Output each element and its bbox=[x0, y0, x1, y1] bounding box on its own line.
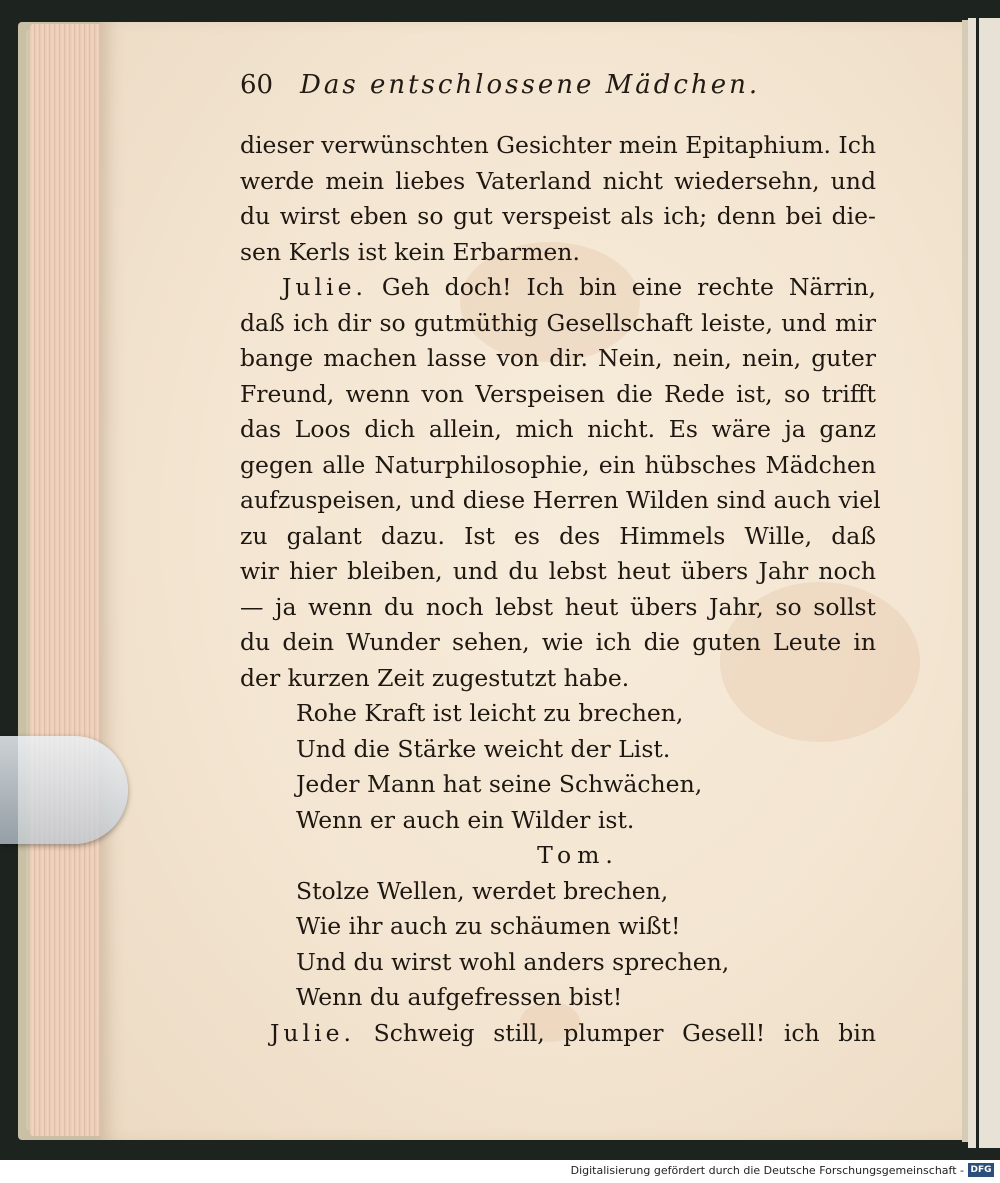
text-line: dieser verwünschten Gesichter mein Epitaphium. Ich bbox=[240, 131, 876, 159]
speaker-name: Julie. bbox=[282, 273, 367, 301]
verse-line: Jeder Mann hat seine Schwächen, bbox=[296, 770, 703, 798]
page-text bbox=[240, 128, 881, 1051]
verse-line: Und die Stärke weicht der List. bbox=[296, 734, 671, 763]
text-line: Freund, wenn von Verspeisen die Rede ist, so trifft bbox=[240, 379, 876, 408]
text-line: sen Kerls ist kein Erbarmen. bbox=[240, 237, 580, 266]
text-line: wir hier bleiben, und du lebst heut übers Jahr noch bbox=[240, 557, 876, 585]
text-line: du wirst eben so gut verspeist als ich; denn bei die- bbox=[240, 202, 876, 230]
text-line: zu galant dazu. Ist es des Himmels Wille, daß bbox=[240, 521, 876, 550]
speech-text: Schweig still, plumper Gesell! ich bin bbox=[373, 1018, 876, 1047]
verse-line: Rohe Kraft ist leicht zu brechen, bbox=[296, 699, 684, 727]
page-header bbox=[240, 70, 880, 110]
speaker-name: Tom. bbox=[537, 841, 619, 869]
text-line: du dein Wunder sehen, wie ich die guten Leute in bbox=[240, 628, 876, 656]
text-line: werde mein liebes Vaterland nicht wiedersehn, und bbox=[240, 166, 876, 195]
verse-line: Wie ihr auch zu schäumen wißt! bbox=[296, 912, 681, 940]
next-page-leaf bbox=[968, 18, 1000, 1148]
page-stack-edges bbox=[30, 24, 110, 1136]
text-line: das Loos dich allein, mich nicht. Es wäre ja ganz bbox=[240, 415, 876, 443]
speech-first-line bbox=[240, 1016, 876, 1052]
text-line: daß ich dir so gutmüthig Gesellschaft leiste, und mir bbox=[240, 308, 876, 337]
text-line: der kurzen Zeit zugestutzt habe. bbox=[240, 663, 630, 692]
text-line: — ja wenn du noch lebst heut übers Jahr, so sollst bbox=[240, 592, 876, 621]
verse-line: Und du wirst wohl anders sprechen, bbox=[296, 947, 730, 976]
footer-bar bbox=[0, 1160, 1000, 1183]
speaker-name: Julie. bbox=[270, 1018, 355, 1047]
text-line: bange machen lasse von dir. Nein, nein, nein, guter bbox=[240, 344, 876, 372]
page-clip bbox=[0, 736, 128, 844]
running-head: Das entschlossene Mädchen. bbox=[300, 70, 761, 100]
speech-text: Geh doch! Ich bin eine rechte Närrin, bbox=[381, 273, 876, 301]
text-line: aufzuspeisen, und diese Herren Wilden sind auch viel bbox=[240, 486, 881, 514]
text-line: gegen alle Naturphilosophie, ein hübsches Mädchen bbox=[240, 450, 876, 479]
dfg-logo: DFG bbox=[968, 1163, 994, 1177]
footer-credit: Digitalisierung gefördert durch die Deutsche Forschungsgemeinschaft - bbox=[570, 1164, 964, 1177]
verse-line: Stolze Wellen, werdet brechen, bbox=[296, 876, 669, 905]
speech-first-line bbox=[240, 270, 876, 306]
page-number: 60 bbox=[240, 70, 274, 100]
verse-line: Wenn du aufgefressen bist! bbox=[296, 983, 623, 1011]
verse-line: Wenn er auch ein Wilder ist. bbox=[296, 805, 635, 834]
